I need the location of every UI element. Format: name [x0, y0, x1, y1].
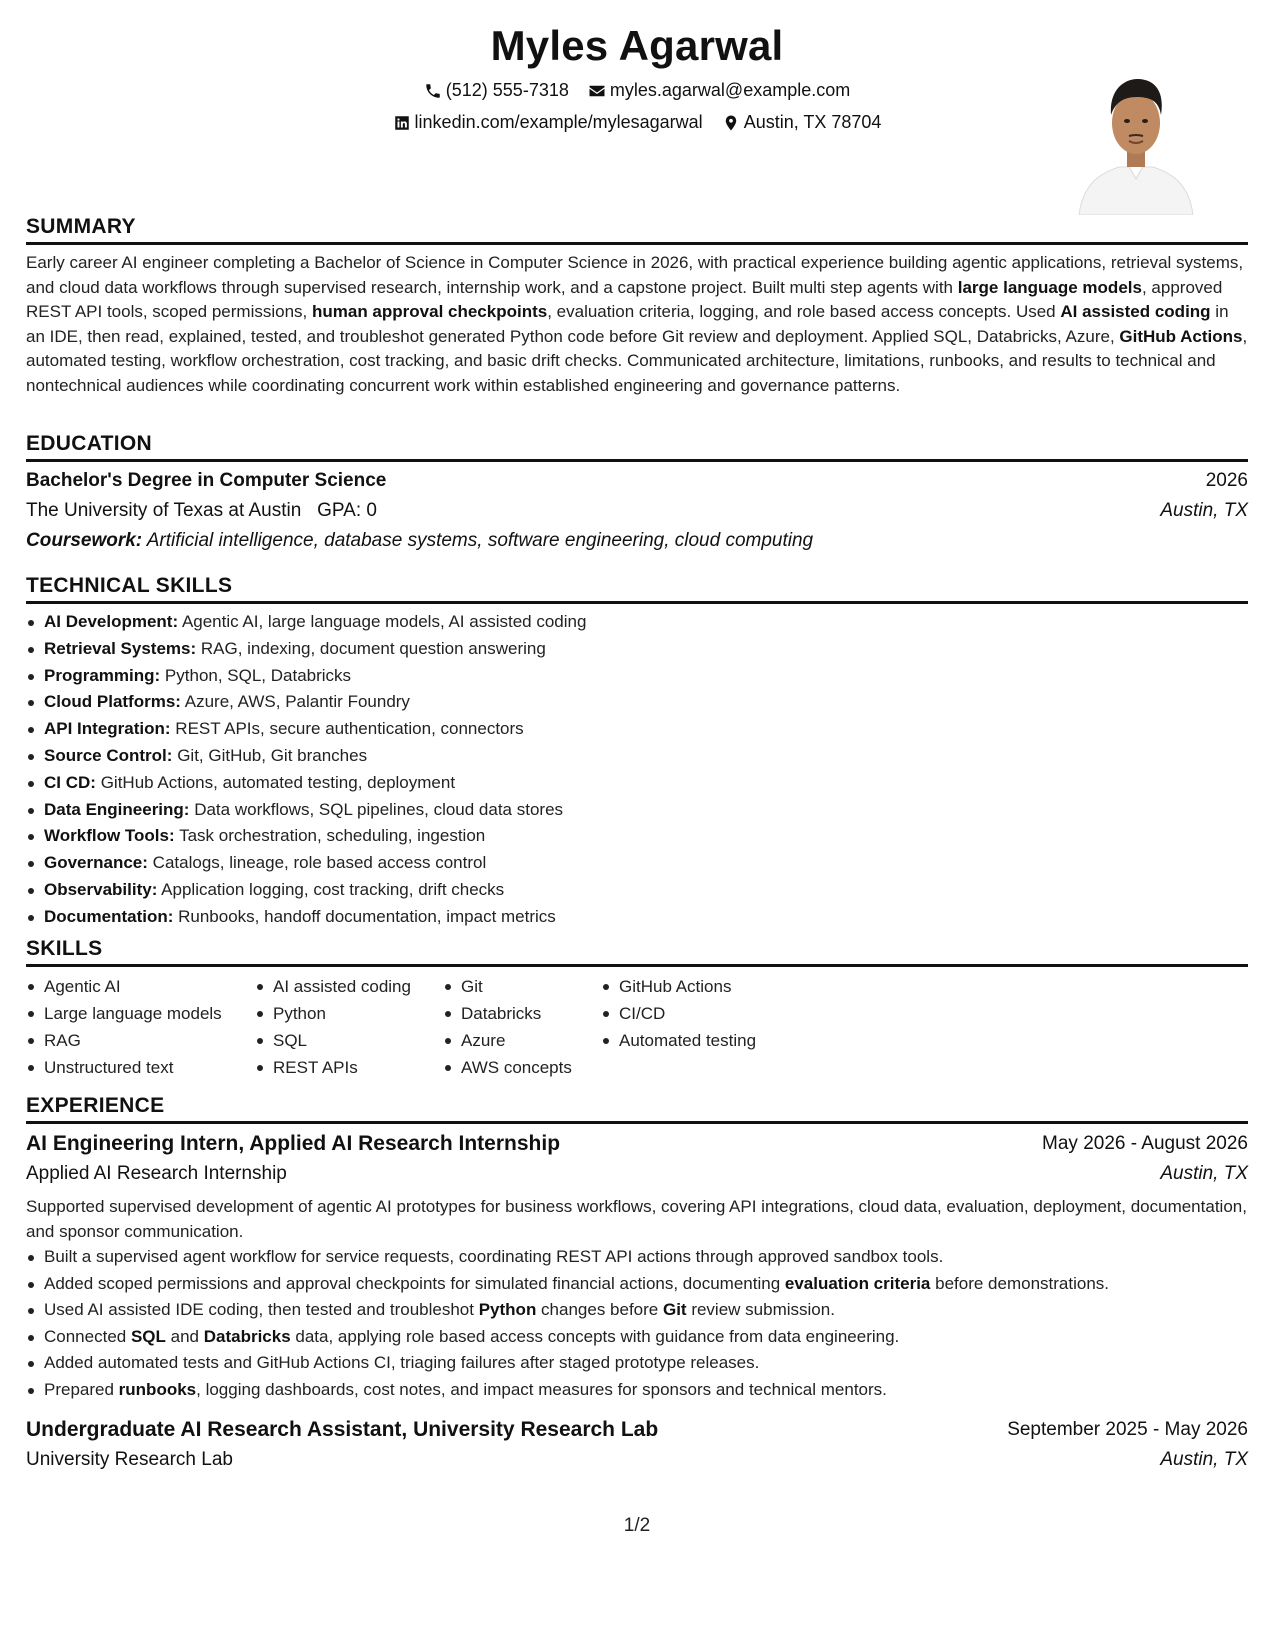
job-2-dates: September 2025 - May 2026: [1007, 1419, 1248, 1441]
list-item: SQL: [255, 1027, 443, 1054]
list-item: Documentation: Runbooks, handoff documentation, impact metrics: [26, 904, 1248, 931]
education-section: [26, 432, 1248, 556]
phone-icon: [424, 82, 442, 100]
profile-photo: [1071, 55, 1201, 215]
email-text: myles.agarwal@example.com: [609, 80, 851, 100]
list-item: Governance: Catalogs, lineage, role based access control: [26, 850, 1248, 877]
phone-contact[interactable]: [424, 80, 569, 101]
list-item: Prepared runbooks, logging dashboards, cost notes, and impact measures for sponsors and technical mentors.: [26, 1377, 1248, 1404]
list-item: CI/CD: [601, 1000, 821, 1027]
linkedin-text: linkedin.com/example/mylesagarwal: [414, 112, 703, 132]
technical-skills-section: [26, 574, 1248, 931]
list-item: Databricks: [443, 1000, 601, 1027]
list-item: Python: [255, 1000, 443, 1027]
contact-row-1: [26, 80, 1248, 105]
summary-heading: SUMMARY: [26, 215, 1248, 245]
experience-heading: EXPERIENCE: [26, 1094, 1248, 1124]
graduation-year: 2026: [1205, 470, 1248, 491]
list-item: Large language models: [26, 1000, 255, 1027]
envelope-icon: [588, 82, 606, 100]
list-item: Used AI assisted IDE coding, then tested and troubleshot Python changes before Git review submission.: [26, 1297, 1248, 1324]
list-item: Programming: Python, SQL, Databricks: [26, 663, 1248, 690]
experience-section: [26, 1094, 1248, 1475]
summary-text: Early career AI engineer completing a Bachelor of Science in Computer Science in 2026, with practical experience building agentic applications, retrieval systems, and cloud data workflows through supervised research, internship work, and a capstone project. Built multi step agents with large language models, approved REST API tools, scoped permissions, human approval checkpoints, evaluation criteria, logging, and role based access concepts. Used AI assisted coding in an IDE, then read, explained, tested, and troubleshot generated Python code before Git review and deployment. Applied SQL, Databricks, Azure, GitHub Actions, automated testing, workflow orchestration, cost tracking, and basic drift checks. Communicated architecture, limitations, runbooks, and results to technical and nontechnical audiences while coordinating concurrent work within established engineering and governance patterns.: [26, 253, 1248, 395]
job-1-org: Applied AI Research Internship: [26, 1163, 287, 1184]
list-item: AWS concepts: [443, 1054, 601, 1081]
gpa: GPA: 0: [317, 500, 377, 521]
resume-header: [26, 0, 1248, 215]
linkedin-icon: [393, 114, 411, 132]
job-2-org: University Research Lab: [26, 1449, 233, 1471]
list-item: CI CD: GitHub Actions, automated testing, deployment: [26, 770, 1248, 797]
job-2-title-row: [26, 1415, 1248, 1445]
list-item: Built a supervised agent workflow for service requests, coordinating REST API actions through approved sandbox tools.: [26, 1244, 1248, 1271]
summary-section: [26, 215, 1248, 399]
skills-section: [26, 937, 1248, 1081]
linkedin-contact[interactable]: [393, 112, 703, 133]
skills-heading: SKILLS: [26, 937, 1248, 967]
location-contact: [722, 112, 882, 133]
list-item: Observability: Application logging, cost tracking, drift checks: [26, 877, 1248, 904]
list-item: AI Development: Agentic AI, large language models, AI assisted coding: [26, 609, 1248, 636]
job-1-dates: May 2026 - August 2026: [1042, 1133, 1248, 1154]
list-item: RAG: [26, 1027, 255, 1054]
map-pin-icon: [722, 114, 740, 132]
list-item: Retrieval Systems: RAG, indexing, document question answering: [26, 636, 1248, 663]
page-number: 1/2: [623, 1515, 651, 1536]
list-item: Source Control: Git, GitHub, Git branches: [26, 743, 1248, 770]
education-degree-row: [26, 466, 1248, 496]
candidate-name: Myles Agarwal: [490, 22, 784, 69]
technical-skills-heading: TECHNICAL SKILLS: [26, 574, 1248, 604]
job-1-location: Austin, TX: [1160, 1163, 1248, 1184]
job-2-org-row: [26, 1445, 1248, 1475]
list-item: GitHub Actions: [601, 973, 821, 1000]
location-text: Austin, TX 78704: [743, 112, 882, 132]
skills-column-1: [26, 973, 255, 1081]
list-item: Git: [443, 973, 601, 1000]
list-item: Workflow Tools: Task orchestration, scheduling, ingestion: [26, 823, 1248, 850]
list-item: AI assisted coding: [255, 973, 443, 1000]
list-item: Data Engineering: Data workflows, SQL pipelines, cloud data stores: [26, 797, 1248, 824]
list-item: API Integration: REST APIs, secure authentication, connectors: [26, 716, 1248, 743]
job-1-description: Supported supervised development of agentic AI prototypes for business workflows, covering API integrations, cloud data, evaluation, deployment, documentation, and sponsor communication.: [26, 1197, 1247, 1241]
list-item: Automated testing: [601, 1027, 821, 1054]
job-1-org-row: [26, 1159, 1248, 1189]
degree-title: Bachelor's Degree in Computer Science: [26, 470, 387, 491]
list-item: Connected SQL and Databricks data, applying role based access concepts with guidance from data engineering.: [26, 1324, 1248, 1351]
technical-skills-list: [26, 609, 1248, 931]
job-2-location: Austin, TX: [1160, 1449, 1248, 1471]
skills-column-2: [255, 973, 443, 1081]
resume-page: [26, 0, 1248, 1650]
job-1-title: AI Engineering Intern, Applied AI Research Internship: [26, 1132, 561, 1155]
job-1-bullets: [26, 1244, 1248, 1403]
phone-text: (512) 555-7318: [445, 80, 569, 100]
list-item: Unstructured text: [26, 1054, 255, 1081]
skills-column-3: [443, 973, 601, 1081]
school-location: Austin, TX: [1160, 500, 1248, 521]
list-item: Added automated tests and GitHub Actions CI, triaging failures after staged prototype releases.: [26, 1350, 1248, 1377]
contact-row-2: [26, 112, 1248, 137]
skills-column-4: [601, 973, 821, 1081]
education-heading: EDUCATION: [26, 432, 1248, 462]
list-item: Cloud Platforms: Azure, AWS, Palantir Foundry: [26, 689, 1248, 716]
skills-columns: [26, 973, 1248, 1081]
list-item: Added scoped permissions and approval checkpoints for simulated financial actions, documenting evaluation criteria before demonstrations.: [26, 1271, 1248, 1298]
list-item: Agentic AI: [26, 973, 255, 1000]
school-name: The University of Texas at Austin GPA: 0: [26, 500, 377, 521]
job-1-title-row: [26, 1129, 1248, 1159]
email-contact[interactable]: [588, 80, 850, 101]
education-school-row: [26, 496, 1248, 526]
job-2-title: Undergraduate AI Research Assistant, University Research Lab: [26, 1418, 659, 1442]
coursework-row: [26, 526, 1248, 556]
list-item: Azure: [443, 1027, 601, 1054]
coursework: Coursework: Artificial intelligence, database systems, software engineering, cloud computing: [26, 530, 814, 551]
list-item: REST APIs: [255, 1054, 443, 1081]
